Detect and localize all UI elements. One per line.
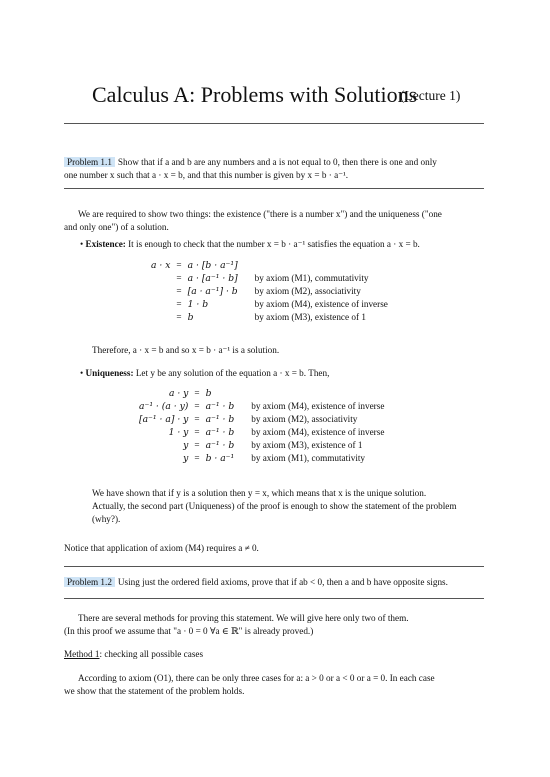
uniqueness-eq-eq: = (194, 427, 200, 437)
uniqueness-eq-eq: = (194, 388, 200, 398)
existence-eq-row (148, 311, 391, 324)
existence-eq-just: by axiom (M1), commutativity (254, 273, 369, 283)
uniqueness-eq-eq: = (194, 453, 200, 463)
uniqueness-eq-eq: = (194, 414, 200, 424)
notice-text: Notice that application of axiom (M4) requires a ≠ 0. (64, 543, 259, 553)
existence-eq-lhs (148, 272, 173, 285)
intro-2-line-2: (In this proof we assume that "a · 0 = 0 ∀a ∈ ℝ" is already proved.) (64, 626, 314, 636)
existence-eq-row (148, 259, 391, 272)
uniqueness-eq-just: by axiom (M3), existence of 1 (251, 440, 363, 450)
uniqueness-eq-lhs: [a⁻¹ · a] · y (139, 414, 189, 425)
uniqueness-conclusion-2: Actually, the second part (Uniqueness) of the proof is enough to show the statement of the problem (92, 501, 457, 511)
existence-eq-just: by axiom (M3), existence of 1 (254, 312, 366, 322)
existence-eq-rhs: 1 · b (187, 299, 209, 310)
existence-bullet (80, 238, 500, 251)
intro-line-1: We are required to show two things: the existence ("there is a number x") and the uniqueness ("one (78, 209, 442, 219)
page-title: Calculus A: Problems with Solutions (92, 82, 418, 107)
uniqueness-conclusion-3: (why?). (92, 514, 121, 524)
uniqueness-eq-rhs: b · a⁻¹ (205, 453, 235, 464)
intro-paragraph (64, 208, 496, 234)
lecture-label: (Lecture 1) (400, 88, 461, 103)
existence-heading: Existence: (85, 239, 126, 249)
final-line-1: According to axiom (O1), there can be only three cases for a: a > 0 or a < 0 or a = 0. In each case (78, 673, 435, 683)
uniqueness-derivation (136, 387, 387, 465)
problem-1-statement (64, 156, 494, 182)
notice-divider (64, 566, 484, 567)
uniqueness-eq-rhs: a⁻¹ · b (205, 414, 235, 425)
uniqueness-eq-row (136, 439, 387, 452)
intro-2-paragraph (64, 612, 496, 638)
existence-eq-just: by axiom (M2), associativity (254, 286, 361, 296)
problem-1-label: Problem 1.1 (64, 157, 115, 167)
uniqueness-eq-rhs: a⁻¹ · b (205, 401, 235, 412)
problem-2-statement (64, 576, 496, 589)
uniqueness-eq-rhs: b (205, 388, 212, 399)
page-header (92, 82, 492, 112)
existence-eq-rhs: a · [b · a⁻¹] (187, 260, 238, 271)
method-1-heading (64, 648, 364, 661)
existence-eq-row (148, 298, 391, 311)
existence-eq-lhs: a · x (151, 260, 171, 271)
uniqueness-bullet (80, 367, 500, 380)
uniqueness-conclusion (92, 487, 502, 526)
uniqueness-eq-just: by axiom (M1), commutativity (251, 453, 366, 463)
final-paragraph (64, 672, 496, 698)
problem-1-line-1: Show that if a and b are any numbers and a is not equal to 0, then there is one and only (117, 157, 437, 167)
uniqueness-eq-eq: = (194, 401, 200, 411)
existence-eq-rhs: b (187, 312, 194, 323)
uniqueness-eq-row (136, 387, 387, 400)
existence-eq-row (148, 272, 391, 285)
existence-derivation (148, 259, 391, 324)
existence-text: It is enough to check that the number x = b · a⁻¹ satisfies the equation a · x = b. (128, 239, 420, 249)
problem-1-divider (64, 188, 484, 189)
existence-eq-eq: = (176, 312, 182, 322)
existence-eq-eq: = (176, 286, 182, 296)
uniqueness-eq-just (237, 387, 387, 400)
uniqueness-eq-row (136, 452, 387, 465)
existence-eq-lhs (148, 298, 173, 311)
uniqueness-eq-eq: = (194, 440, 200, 450)
uniqueness-eq-row (136, 400, 387, 413)
uniqueness-eq-lhs: y (183, 453, 189, 464)
existence-conclusion: Therefore, a · x = b and so x = b · a⁻¹ is a solution. (92, 345, 280, 355)
method-1-label: Method 1 (64, 649, 100, 659)
problem-2-text: Using just the ordered field axioms, prove that if ab < 0, then a and b have opposite signs. (117, 577, 448, 587)
uniqueness-heading: Uniqueness: (85, 368, 134, 378)
existence-eq-lhs (148, 311, 173, 324)
uniqueness-eq-just: by axiom (M2), associativity (251, 414, 358, 424)
uniqueness-eq-row (136, 413, 387, 426)
problem-2-label: Problem 1.2 (64, 577, 115, 587)
existence-eq-just (241, 259, 391, 272)
uniqueness-eq-lhs: a⁻¹ · (a · y) (139, 401, 189, 412)
existence-eq-eq: = (176, 299, 182, 309)
bullet-mark: • (80, 368, 84, 378)
intro-2-line-1: There are several methods for proving this statement. We will give here only two of them. (78, 613, 409, 623)
method-1-rest: : checking all possible cases (99, 649, 204, 659)
existence-eq-row (148, 285, 391, 298)
existence-eq-rhs: [a · a⁻¹] · b (187, 286, 238, 297)
uniqueness-text: Let y be any solution of the equation a · x = b. Then, (135, 368, 330, 378)
uniqueness-eq-rhs: a⁻¹ · b (205, 440, 235, 451)
intro-line-2: and only one") of a solution. (64, 222, 169, 232)
problem-2-divider (64, 598, 484, 599)
header-divider (64, 123, 484, 124)
bullet-mark: • (80, 239, 84, 249)
existence-eq-just: by axiom (M4), existence of inverse (254, 299, 388, 309)
uniqueness-eq-row (136, 426, 387, 439)
uniqueness-conclusion-1: We have shown that if y is a solution then y = x, which means that x is the unique solution. (92, 488, 427, 498)
uniqueness-eq-lhs: 1 · y (168, 427, 189, 438)
existence-eq-lhs (148, 285, 173, 298)
uniqueness-eq-just: by axiom (M4), existence of inverse (251, 427, 385, 437)
uniqueness-eq-lhs: y (183, 440, 189, 451)
existence-eq-eq: = (176, 260, 182, 270)
uniqueness-eq-rhs: a⁻¹ · b (205, 427, 235, 438)
final-line-2: we show that the statement of the problem holds. (64, 686, 245, 696)
problem-1-line-2: one number x such that a · x = b, and that this number is given by x = b · a⁻¹. (64, 170, 349, 180)
existence-eq-rhs: a · [a⁻¹ · b] (187, 273, 238, 284)
uniqueness-eq-lhs: a · y (168, 388, 189, 399)
existence-eq-eq: = (176, 273, 182, 283)
uniqueness-eq-just: by axiom (M4), existence of inverse (251, 401, 385, 411)
